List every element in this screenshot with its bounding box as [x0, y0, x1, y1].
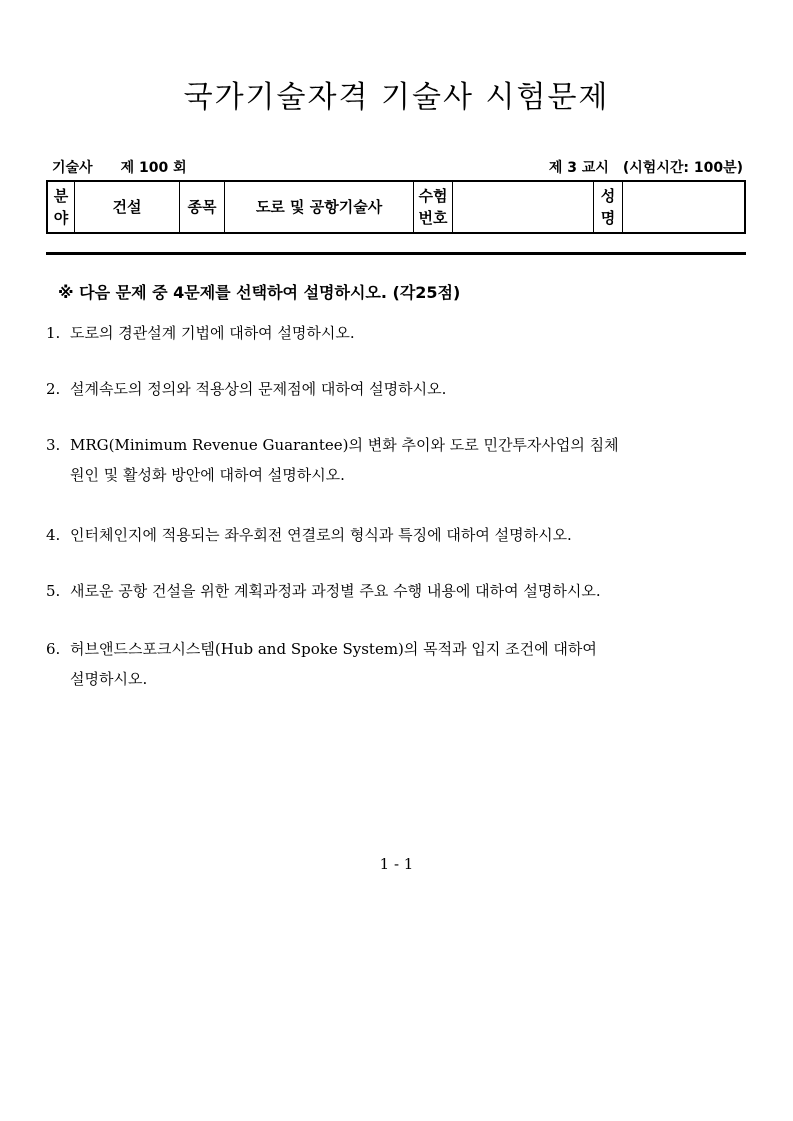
name-label-1: 성 [600, 187, 616, 205]
question-5 [46, 576, 746, 606]
field-label-2: 야 [53, 209, 69, 227]
question-text: 도로의 경관설계 기법에 대하여 설명하시오. [70, 324, 355, 342]
question-number: 4. [46, 526, 61, 544]
question-number: 5. [46, 582, 61, 600]
question-3 [46, 430, 746, 490]
type-label: 종목 [180, 181, 225, 233]
exam-no-field[interactable] [453, 181, 594, 233]
exam-no-label-1: 수험 [418, 187, 448, 205]
page-number: 1 - 1 [379, 855, 414, 873]
question-1 [46, 318, 746, 348]
question-text-cont: 원인 및 활성화 방안에 대하여 설명하시오. [70, 466, 345, 484]
question-text: 인터체인지에 적용되는 좌우회전 연결로의 형식과 특징에 대하여 설명하시오. [70, 526, 572, 544]
name-field[interactable] [623, 181, 746, 233]
field-label-cell [47, 181, 75, 233]
type-value: 도로 및 공항기술사 [225, 181, 414, 233]
question-number: 2. [46, 380, 61, 398]
question-text-cont: 설명하시오. [70, 670, 148, 688]
question-text: MRG(Minimum Revenue Guarantee)의 변화 추이와 도로 민간투자사업의 침체 [70, 436, 619, 454]
field-value: 건설 [75, 181, 180, 233]
instruction-text: ※ 다음 문제 중 4문제를 선택하여 설명하시오. (각25점) [58, 283, 461, 302]
exam-meta-left [52, 157, 215, 177]
exam-session: 제 3 교시 [548, 160, 609, 176]
exam-no-label-2: 번호 [418, 209, 448, 227]
divider-rule [46, 252, 746, 255]
field-label-1: 분 [53, 187, 69, 205]
question-text: 설계속도의 정의와 적용상의 문제점에 대하여 설명하시오. [70, 380, 447, 398]
question-number: 3. [46, 436, 61, 454]
exam-title: 국가기술자격 기술사 시험문제 [183, 80, 610, 115]
exam-duration: (시험시간: 100분) [622, 160, 743, 176]
question-number: 1. [46, 324, 61, 342]
exam-meta-right [535, 157, 743, 177]
question-number: 6. [46, 640, 61, 658]
exam-round: 제 100 회 [120, 160, 187, 176]
question-6 [46, 634, 746, 694]
name-label-cell [594, 181, 623, 233]
question-4 [46, 520, 746, 550]
exam-info-table [46, 180, 746, 234]
name-label-2: 명 [600, 209, 616, 227]
exam-category: 기술사 [52, 160, 93, 176]
question-text: 새로운 공항 건설을 위한 계획과정과 과정별 주요 수행 내용에 대하여 설명하시오. [70, 582, 601, 600]
exam-no-label-cell [414, 181, 453, 233]
question-text: 허브앤드스포크시스템(Hub and Spoke System)의 목적과 입지 조건에 대하여 [70, 640, 597, 658]
question-2 [46, 374, 746, 404]
